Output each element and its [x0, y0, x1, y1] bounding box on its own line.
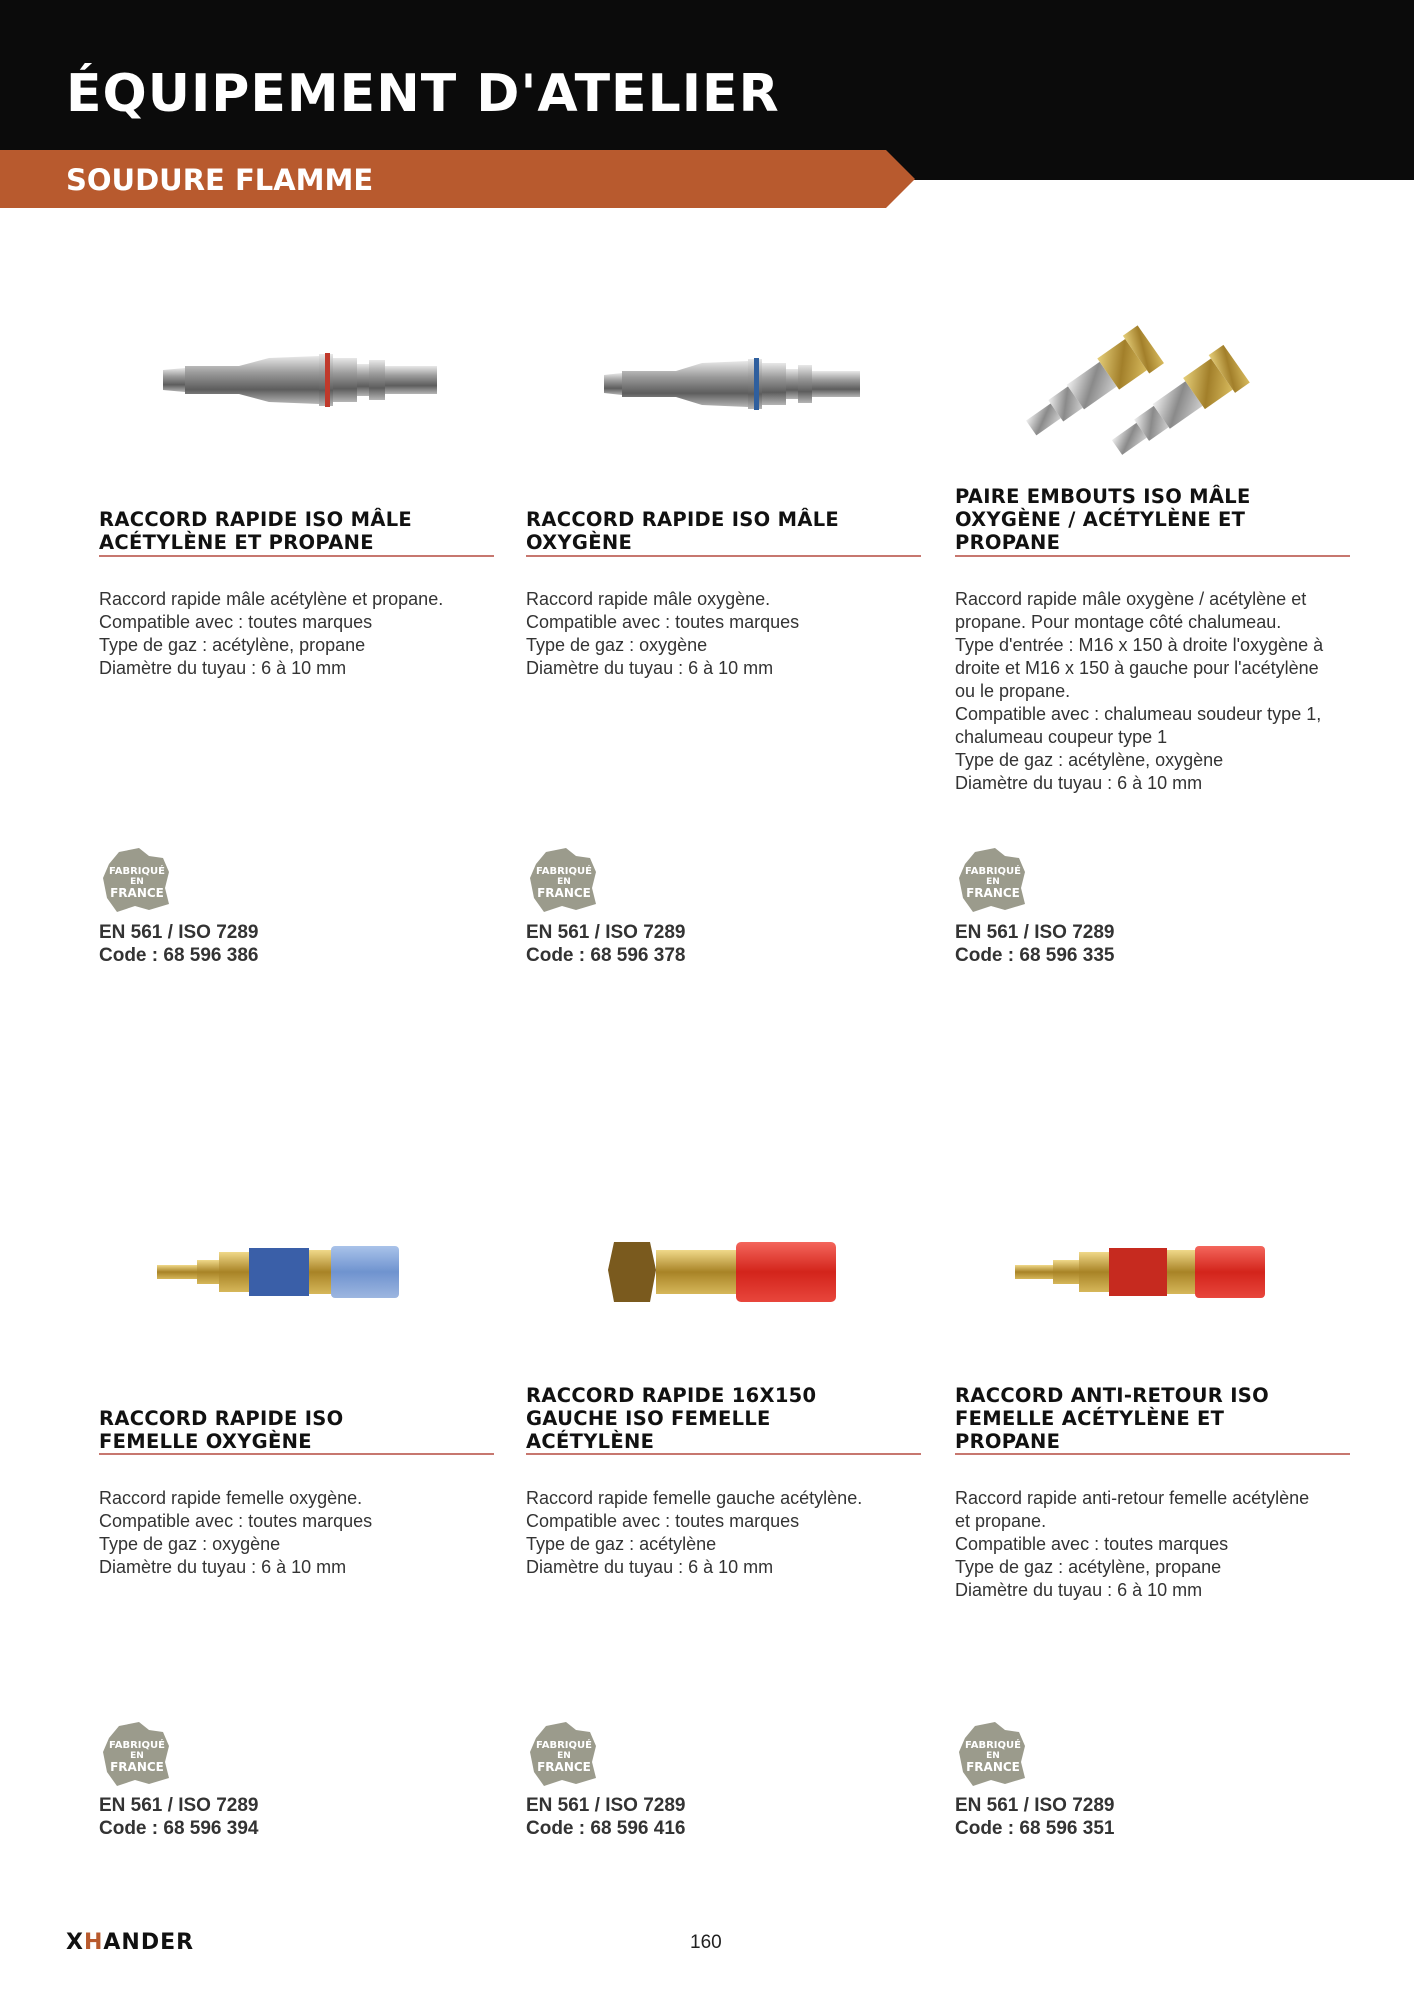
- title-divider: [526, 555, 921, 557]
- product-title: RACCORD RAPIDE ISO MÂLE ACÉTYLÈNE ET PROPANE: [99, 508, 413, 554]
- title-divider: [526, 1453, 921, 1455]
- product-title: RACCORD RAPIDE ISO FEMELLE OXYGÈNE: [99, 1407, 344, 1453]
- product-title: RACCORD RAPIDE ISO MÂLE OXYGÈNE: [526, 508, 840, 554]
- product-image: [955, 1170, 1350, 1370]
- product-description: Raccord rapide femelle oxygène. Compatible avec : toutes marques Type de gaz : oxygène Diamètre du tuyau : 6 à 10 mm: [99, 1488, 373, 1577]
- product-norm: EN 561 / ISO 7289: [99, 922, 259, 943]
- product-image: [955, 280, 1350, 480]
- product-code: Code : 68 596 394: [99, 1818, 259, 1839]
- title-divider: [955, 1453, 1350, 1455]
- product-code: Code : 68 596 386: [99, 945, 259, 966]
- product-title: PAIRE EMBOUTS ISO MÂLE OXYGÈNE / ACÉTYLÈNE ET PROPANE: [955, 485, 1251, 554]
- made-in-france-badge: FABRIQUÉ EN FRANCE: [955, 846, 1031, 914]
- product-code: Code : 68 596 378: [526, 945, 686, 966]
- made-in-france-badge: FABRIQUÉ EN FRANCE: [526, 846, 602, 914]
- brand-logo: XHANDER: [66, 1930, 195, 1955]
- product-code: Code : 68 596 351: [955, 1818, 1115, 1839]
- product-description: Raccord rapide femelle gauche acétylène. Compatible avec : toutes marques Type de gaz : acétylène Diamètre du tuyau : 6 à 10 mm: [526, 1488, 863, 1577]
- product-code: Code : 68 596 416: [526, 1818, 686, 1839]
- product-norm: EN 561 / ISO 7289: [526, 1795, 686, 1816]
- product-image: [526, 285, 921, 485]
- product-description: Raccord rapide mâle acétylène et propane. Compatible avec : toutes marques Type de gaz : acétylène, propane Diamètre du tuyau : 6 à 10 mm: [99, 589, 444, 678]
- product-norm: EN 561 / ISO 7289: [955, 1795, 1115, 1816]
- product-image: [99, 1170, 494, 1370]
- product-norm: EN 561 / ISO 7289: [955, 922, 1115, 943]
- product-image: [526, 1170, 921, 1370]
- product-description: Raccord rapide anti-retour femelle acétylène et propane. Compatible avec : toutes marques Type de gaz : acétylène, propane Diamètre du tuyau : 6 à 10 mm: [955, 1488, 1310, 1600]
- title-divider: [99, 555, 494, 557]
- made-in-france-badge: FABRIQUÉ EN FRANCE: [955, 1720, 1031, 1788]
- section-title: SOUDURE FLAMME: [66, 163, 374, 197]
- product-title: RACCORD ANTI-RETOUR ISO FEMELLE ACÉTYLÈNE ET PROPANE: [955, 1384, 1269, 1453]
- title-divider: [955, 555, 1350, 557]
- product-description: Raccord rapide mâle oxygène / acétylène et propane. Pour montage côté chalumeau. Type d'entrée : M16 x 150 à droite l'oxygène à droite et M16 x 150 à gauche pour l'acétylène ou le propane. Compatible avec : chalumeau soudeur type 1, chalumeau coupeur type 1 Type de gaz : acétylène, oxygène Diamètre du tuyau : 6 à 10 mm: [955, 589, 1324, 793]
- product-code: Code : 68 596 335: [955, 945, 1115, 966]
- product-description: Raccord rapide mâle oxygène. Compatible avec : toutes marques Type de gaz : oxygène Diamètre du tuyau : 6 à 10 mm: [526, 589, 800, 678]
- page-title: ÉQUIPEMENT D'ATELIER: [66, 64, 780, 124]
- made-in-france-badge: FABRIQUÉ EN FRANCE: [99, 1720, 175, 1788]
- product-norm: EN 561 / ISO 7289: [526, 922, 686, 943]
- made-in-france-badge: FABRIQUÉ EN FRANCE: [526, 1720, 602, 1788]
- title-divider: [99, 1453, 494, 1455]
- page-number: 160: [690, 1932, 722, 1953]
- made-in-france-badge: FABRIQUÉ EN FRANCE: [99, 846, 175, 914]
- product-image: [99, 280, 494, 480]
- product-title: RACCORD RAPIDE 16X150 GAUCHE ISO FEMELLE ACÉTYLÈNE: [526, 1384, 817, 1453]
- product-norm: EN 561 / ISO 7289: [99, 1795, 259, 1816]
